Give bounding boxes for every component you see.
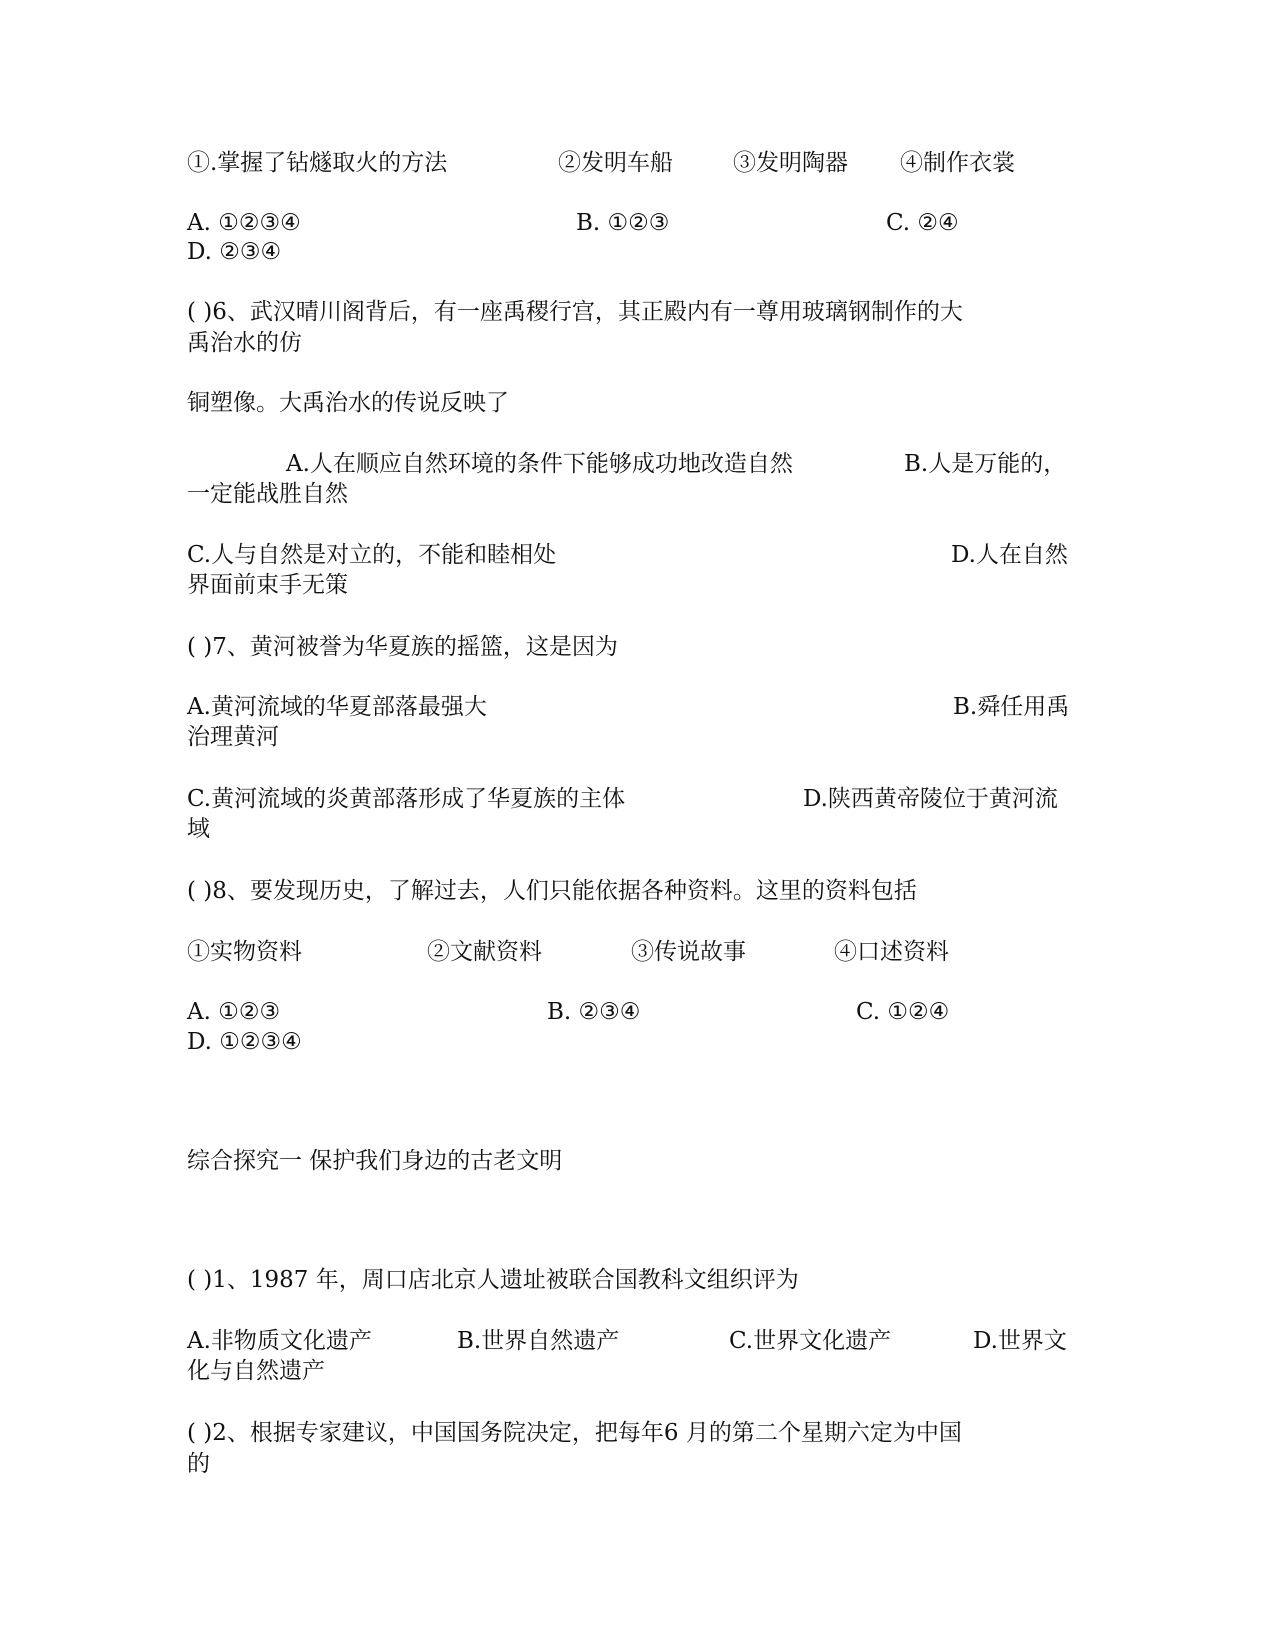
q6-stem-line3: 铜塑像。大禹治水的传说反映了 bbox=[187, 390, 509, 416]
q6-option-a: A.人在顺应自然环境的条件下能够成功地改造自然 bbox=[286, 451, 793, 477]
s2-stem: ( )2、根据专家建议，中国国务院决定，把每年6 月的第二个星期六定为中国 bbox=[187, 1420, 962, 1446]
q5-option-c: C. ②④ bbox=[886, 210, 959, 236]
s1-option-c: C.世界文化遗产 bbox=[729, 1328, 892, 1354]
q5-statement-4: ④制作衣裳 bbox=[900, 150, 1015, 176]
q5-statement-2: ②发明车船 bbox=[558, 150, 673, 176]
q6-stem: ( )6、武汉晴川阁背后，有一座禹稷行宫，其正殿内有一尊用玻璃钢制作的大 bbox=[187, 299, 963, 325]
q7-option-a: A.黄河流域的华夏部落最强大 bbox=[187, 694, 487, 720]
s1-stem: ( )1、1987 年，周口店北京人遗址被联合国教科文组织评为 bbox=[187, 1267, 799, 1293]
q8-option-d: D. ①②③④ bbox=[187, 1029, 302, 1055]
q5-option-d: D. ②③④ bbox=[187, 239, 282, 265]
q8-statement-4: ④口述资料 bbox=[834, 939, 949, 965]
s1-option-d: D.世界文 bbox=[973, 1328, 1067, 1354]
q6-option-d: D.人在自然 bbox=[951, 542, 1068, 568]
s1-option-b: B.世界自然遗产 bbox=[457, 1328, 620, 1354]
q5-option-b: B. ①②③ bbox=[576, 210, 670, 236]
q8-option-b: B. ②③④ bbox=[547, 999, 641, 1025]
q7-option-c: C.黄河流域的炎黄部落形成了华夏族的主体 bbox=[187, 786, 626, 812]
q7-stem: ( )7、黄河被誉为华夏族的摇篮，这是因为 bbox=[187, 634, 618, 660]
q8-statement-3: ③传说故事 bbox=[631, 939, 746, 965]
q8-option-a: A. ①②③ bbox=[187, 999, 281, 1025]
q8-option-c: C. ①②④ bbox=[856, 999, 950, 1025]
q5-option-a: A. ①②③④ bbox=[187, 210, 301, 236]
s1-option-d-continued: 化与自然遗产 bbox=[187, 1358, 325, 1384]
s2-stem-continued: 的 bbox=[187, 1451, 210, 1477]
q7-option-d-continued: 域 bbox=[187, 816, 210, 842]
q7-option-b: B.舜任用禹 bbox=[953, 694, 1070, 720]
q6-option-c: C.人与自然是对立的，不能和睦相处 bbox=[187, 542, 557, 568]
q6-option-b-continued: 一定能战胜自然 bbox=[187, 481, 348, 507]
section-title: 综合探究一 保护我们身边的古老文明 bbox=[187, 1148, 563, 1174]
q6-option-b: B.人是万能的， bbox=[904, 451, 1067, 477]
q5-statement-1: ①.掌握了钻燧取火的方法 bbox=[187, 150, 448, 176]
q8-stem: ( )8、要发现历史，了解过去，人们只能依据各种资料。这里的资料包括 bbox=[187, 878, 917, 904]
q6-option-d-continued: 界面前束手无策 bbox=[187, 572, 348, 598]
q8-statement-2: ②文献资料 bbox=[427, 939, 542, 965]
q8-statement-1: ①实物资料 bbox=[187, 939, 302, 965]
q5-statement-3: ③发明陶器 bbox=[733, 150, 848, 176]
s1-option-a: A.非物质文化遗产 bbox=[187, 1328, 372, 1354]
q6-stem-continued: 禹治水的仿 bbox=[187, 330, 302, 356]
q7-option-d: D.陕西黄帝陵位于黄河流 bbox=[803, 786, 1058, 812]
q7-option-b-continued: 治理黄河 bbox=[187, 724, 279, 750]
